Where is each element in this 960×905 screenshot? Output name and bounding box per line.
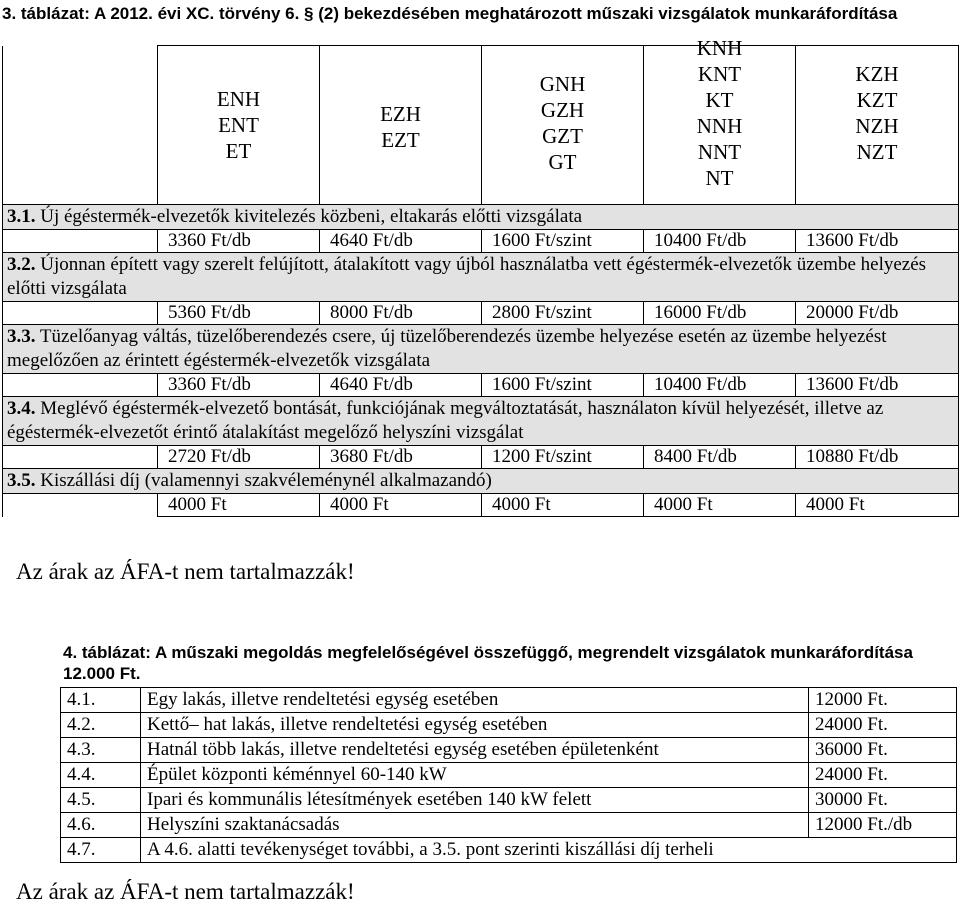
table4-row-description: Épület központi kéménnyel 60-140 kW bbox=[141, 763, 809, 788]
table3-price-cell: 4000 Ft bbox=[320, 494, 482, 517]
table3-price-row bbox=[3, 494, 959, 517]
table3-section-desc bbox=[3, 397, 959, 446]
table3-price-row bbox=[3, 302, 959, 325]
table3-header-code: NZT bbox=[856, 140, 898, 164]
table3-price-cell: 4000 Ft bbox=[482, 494, 644, 517]
table3-header-code: NT bbox=[705, 166, 734, 190]
table4-row-description: Hatnál több lakás, illetve rendeltetési egység esetében épületenként bbox=[141, 738, 809, 763]
table4-row-description: Egy lakás, illetve rendeltetési egység esetében bbox=[141, 688, 809, 713]
table3-price-cell: 8400 Ft/db bbox=[644, 446, 796, 469]
table3-header-code: ENH bbox=[216, 87, 261, 111]
table3-header-cell bbox=[320, 46, 482, 205]
table3-header-code: GNH bbox=[539, 72, 586, 96]
table3-header-cell bbox=[796, 46, 959, 205]
table3-header-code: NNH bbox=[696, 114, 743, 138]
table4-row-price: 36000 Ft. bbox=[809, 738, 957, 763]
table3-price-cell: 4000 Ft bbox=[796, 494, 959, 517]
table3-price-cell: 2720 Ft/db bbox=[158, 446, 320, 469]
table3-section-number: 3.5. bbox=[7, 470, 36, 491]
table4-row-description: Ipari és kommunális létesítmények esetében 140 kW felett bbox=[141, 788, 809, 813]
table3-section-desc bbox=[3, 469, 959, 494]
table3-price-cell: 10400 Ft/db bbox=[644, 230, 796, 253]
table3-price-blank bbox=[3, 494, 158, 517]
table4-row bbox=[61, 688, 957, 713]
table3-price-cell: 1600 Ft/szint bbox=[482, 374, 644, 397]
table3-section-text: Tüzelőanyag váltás, tüzelőberendezés csere, új tüzelőberendezés üzembe helyezése esetén az üzembe helyezést megelőzően az érintett égéstermék-elvezetők vizsgálata bbox=[7, 326, 887, 371]
table4-row bbox=[61, 763, 957, 788]
table3-header-code: KT bbox=[705, 88, 734, 112]
table3-header-blank bbox=[3, 46, 158, 205]
table4-row-description: Kettő– hat lakás, illetve rendeltetési egység esetében bbox=[141, 713, 809, 738]
table4-row bbox=[61, 813, 957, 838]
table3-header-cell bbox=[158, 46, 320, 205]
table3-section-number: 3.2. bbox=[7, 254, 36, 275]
vat-note-1: Az árak az ÁFA-t nem tartalmazzák! bbox=[16, 559, 355, 584]
table3-price-cell: 3680 Ft/db bbox=[320, 446, 482, 469]
table3-section-row bbox=[3, 205, 959, 230]
table3-section-text: Kiszállási díj (valamennyi szakvéleménynél alkalmazandó) bbox=[35, 470, 492, 491]
table4-row-description: A 4.6. alatti tevékenységet további, a 3.5. pont szerinti kiszállási díj terheli bbox=[141, 838, 957, 863]
table3-price-cell: 4000 Ft bbox=[158, 494, 320, 517]
table3-price-row bbox=[3, 230, 959, 253]
table3-section-text: Újonnan épített vagy szerelt felújított, átalakított vagy újból használatba vett égéstermék-elvezetők üzembe helyezés előtti vizsgálata bbox=[7, 254, 927, 299]
table3-price-row bbox=[3, 374, 959, 397]
table3-header-code: EZH bbox=[380, 102, 421, 126]
table3-price-cell: 10400 Ft/db bbox=[644, 374, 796, 397]
table3-price-cell: 4640 Ft/db bbox=[320, 230, 482, 253]
table3-price-cell: 5360 Ft/db bbox=[158, 302, 320, 325]
table4 bbox=[60, 687, 957, 863]
table3-section-desc bbox=[3, 205, 959, 230]
table3-header-code: KZT bbox=[856, 88, 898, 112]
table3-price-row bbox=[3, 446, 959, 469]
table3-header-code: GZT bbox=[542, 124, 583, 148]
table3-price-cell: 1200 Ft/szint bbox=[482, 446, 644, 469]
table3-section-row bbox=[3, 397, 959, 446]
table4-row-number: 4.4. bbox=[61, 763, 141, 788]
table4-row-price: 30000 Ft. bbox=[809, 788, 957, 813]
table4-row-number: 4.3. bbox=[61, 738, 141, 763]
table4-row-number: 4.6. bbox=[61, 813, 141, 838]
table3-section-desc bbox=[3, 325, 959, 374]
table3-price-cell: 4000 Ft bbox=[644, 494, 796, 517]
table3-section-text: Meglévő égéstermék-elvezető bontását, funkciójának megváltoztatását, használaton kívül helyezését, illetve az égéstermék-elvezetőt érintő átalakítást megelőző helyszíni vizsgálat bbox=[7, 398, 884, 443]
table4-row bbox=[61, 838, 957, 863]
table4-row-number: 4.5. bbox=[61, 788, 141, 813]
table3-header-code: GZH bbox=[540, 98, 585, 122]
table3-section-number: 3.1. bbox=[7, 206, 36, 227]
table3-header-cell bbox=[644, 36, 796, 205]
table3-header-cell bbox=[482, 46, 644, 205]
table3-header-code: GT bbox=[548, 150, 577, 174]
table3-section-row bbox=[3, 325, 959, 374]
table4-row bbox=[61, 788, 957, 813]
table3-price-blank bbox=[3, 302, 158, 325]
table3-section-number: 3.4. bbox=[7, 398, 36, 419]
table3-price-cell: 3360 Ft/db bbox=[158, 230, 320, 253]
table4-row-number: 4.2. bbox=[61, 713, 141, 738]
table3-header-code: NNT bbox=[697, 140, 742, 164]
table3 bbox=[2, 36, 959, 517]
table3-section-row bbox=[3, 253, 959, 302]
table3-price-cell: 13600 Ft/db bbox=[796, 374, 959, 397]
table3-header-code: KNT bbox=[697, 62, 742, 86]
table3-title: 3. táblázat: A 2012. évi XC. törvény 6. § (2) bekezdésében meghatározott műszaki vizsgálatok munkaráfordítása bbox=[2, 4, 898, 23]
table4-row bbox=[61, 713, 957, 738]
table4-body bbox=[61, 688, 957, 863]
table4-row-number: 4.1. bbox=[61, 688, 141, 713]
table3-price-cell: 3360 Ft/db bbox=[158, 374, 320, 397]
table3-section-desc bbox=[3, 253, 959, 302]
table3-header-code: EZT bbox=[381, 128, 420, 152]
table4-row-price: 12000 Ft. bbox=[809, 688, 957, 713]
table3-price-cell: 1600 Ft/szint bbox=[482, 230, 644, 253]
table3-price-cell: 4640 Ft/db bbox=[320, 374, 482, 397]
table3-section-number: 3.3. bbox=[7, 326, 36, 347]
table3-header-row bbox=[3, 46, 959, 205]
table4-row-number: 4.7. bbox=[61, 838, 141, 863]
table3-price-cell: 2800 Ft/szint bbox=[482, 302, 644, 325]
table3-body bbox=[3, 36, 959, 517]
table3-header-code: KZH bbox=[855, 62, 899, 86]
table3-price-blank bbox=[3, 446, 158, 469]
table3-price-cell: 16000 Ft/db bbox=[644, 302, 796, 325]
vat-note-2: Az árak az ÁFA-t nem tartalmazzák! bbox=[16, 879, 355, 904]
table3-price-cell: 8000 Ft/db bbox=[320, 302, 482, 325]
table3-header-code: ENT bbox=[218, 113, 259, 137]
table4-title: 4. táblázat: A műszaki megoldás megfelelőségével összefüggő, megrendelt vizsgálatok munkaráfordítása 12.000 Ft. bbox=[63, 643, 913, 683]
table4-row-price: 12000 Ft./db bbox=[809, 813, 957, 838]
table4-row-description: Helyszíni szaktanácsadás bbox=[141, 813, 809, 838]
table3-section-row bbox=[3, 469, 959, 494]
table3-section-text: Új égéstermék-elvezetők kivitelezés közbeni, eltakarás előtti vizsgálata bbox=[35, 206, 583, 227]
table4-row bbox=[61, 738, 957, 763]
table4-row-price: 24000 Ft. bbox=[809, 763, 957, 788]
table3-header-code: NZH bbox=[855, 114, 899, 138]
table3-price-cell: 20000 Ft/db bbox=[796, 302, 959, 325]
table3-header-code: ET bbox=[225, 139, 252, 163]
table3-price-cell: 10880 Ft/db bbox=[796, 446, 959, 469]
table3-header-code: KNH bbox=[696, 36, 743, 60]
table4-row-price: 24000 Ft. bbox=[809, 713, 957, 738]
table3-price-cell: 13600 Ft/db bbox=[796, 230, 959, 253]
table3-price-blank bbox=[3, 230, 158, 253]
table3-price-blank bbox=[3, 374, 158, 397]
